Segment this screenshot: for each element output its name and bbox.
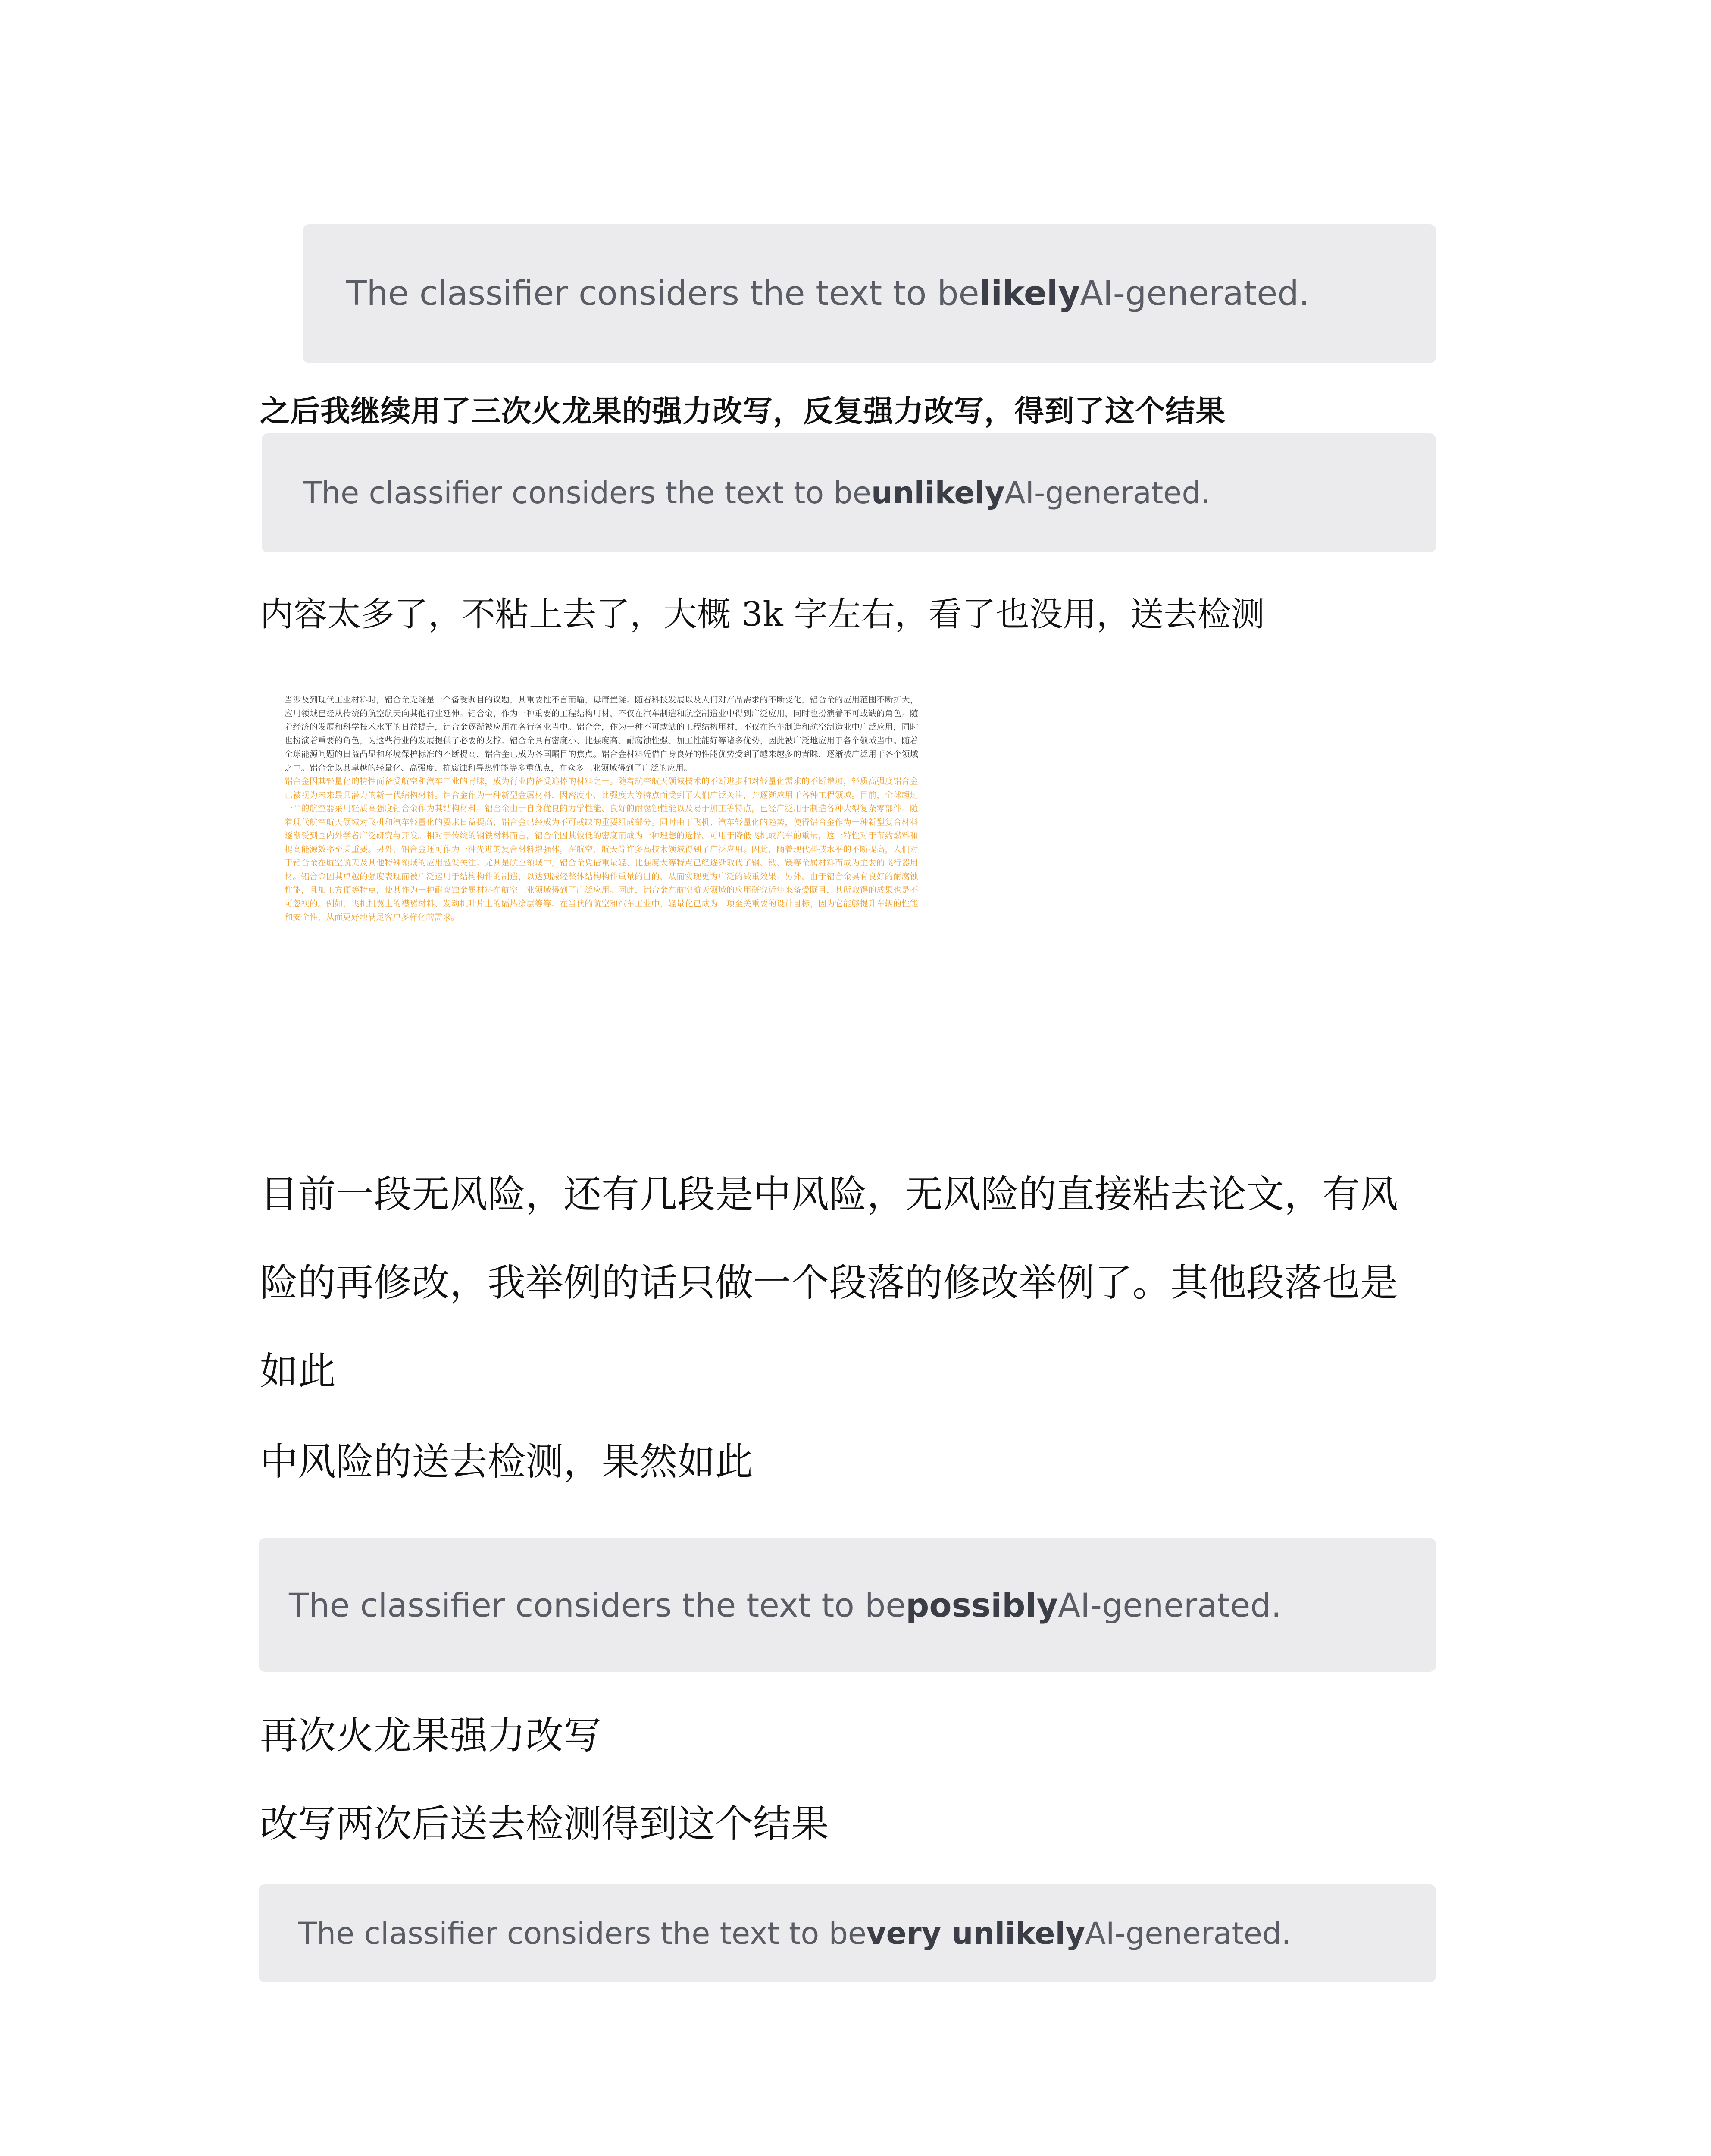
highlighted-risk-text: 铝合金因其轻量化的特性而备受航空和汽车工业的青睐，成为行业内备受追捧的材料之一。随着航空航天领域技术的不断进步和对轻量化需求的不断增加，轻质高强度铝合金已被视为未来最具潜力的新一代结构材料。铝合金作为一种新型金属材料，因密度小、比强度大等特点而受到了人们广泛关注，并逐渐应用于各种工程领域。目前，全球超过一半的航空器采用轻质高强度铝合金作为其结构材料。铝合金由于自身优良的力学性能、良好的耐腐蚀性能以及易于加工等特点，已经广泛用于制造各种大型复杂零部件。随着现代航空航天领域对飞机和汽车轻量化的要求日益提高，铝合金已经成为不可或缺的重要组成部分。同时由于飞机、汽车轻量化的趋势，使得铝合金作为一种新型复合材料逐渐受到国内外学者广泛研究与开发。相对于传统的钢铁材料而言，铝合金因其较低的密度而成为一种理想的选择，可用于降低飞机或汽车的重量，这一特性对于节约燃料和提高能源效率至关重要。另外，铝合金还可作为一种先进的复合材料增强体，在航空、航天等许多高技术领域得到了广泛应用。因此，随着现代科技水平的不断提高，人们对于铝合金在航空航天及其他特殊领域的应用越发关注。尤其是航空领域中，铝合金凭借重量轻、比强度大等特点已经逐渐取代了钢、钛、镁等金属材料而成为主要的飞行器用材。铝合金因其卓越的强度表现而被广泛运用于结构构件的制造，以达到减轻整体结构构件重量的目的，从而实现更为广泛的减重效果。另外，由于铝合金具有良好的耐腐蚀性能，且加工方便等特点，使其作为一种耐腐蚀金属材料在航空工业领域得到了广泛应用。因此，铝合金在航空航天领域的应用研究近年来备受瞩目，其所取得的成果也是不可忽视的。例如，飞机机翼上的襟翼材料、发动机叶片上的隔热涂层等等。在当代的航空和汽车工业中，轻量化已成为一项至关重要的设计目标，因为它能够提升车辆的性能和安全性，从而更好地满足客户多样化的需求。 xyxy=(285,777,918,922)
result-suffix: AI-generated. xyxy=(1080,274,1310,313)
result-prefix: The classifier considers the text to be xyxy=(346,274,979,313)
classifier-result-possibly xyxy=(259,1538,1436,1672)
paragraph-risk-line-2: 险的再修改，我举例的话只做一个段落的修改举例了。其他段落也是 xyxy=(260,1260,1398,1305)
result-suffix: AI-generated. xyxy=(1004,475,1211,511)
result-prefix: The classifier considers the text to be xyxy=(289,1586,906,1624)
result-verdict: very unlikely xyxy=(866,1915,1085,1951)
paragraph-rewrite-again: 再次火龙果强力改写 xyxy=(260,1713,602,1758)
paragraph-rewrite-three-times: 之后我继续用了三次火龙果的强力改写，反复强力改写，得到了这个结果 xyxy=(260,394,1226,429)
paragraph-risk-line-3: 如此 xyxy=(260,1349,336,1393)
result-suffix: AI-generated. xyxy=(1085,1915,1291,1951)
classifier-result-unlikely xyxy=(262,433,1436,552)
rewritten-text-screenshot xyxy=(285,693,918,1133)
result-prefix: The classifier considers the text to be xyxy=(298,1915,867,1951)
paragraph-content-too-long: 内容太多了，不粘上去了，大概 3k 字左右，看了也没用，送去检测 xyxy=(260,595,1265,634)
classifier-result-likely xyxy=(303,224,1436,363)
result-verdict: possibly xyxy=(905,1586,1058,1624)
result-suffix: AI-generated. xyxy=(1058,1586,1282,1624)
classifier-result-very-unlikely xyxy=(259,1884,1436,1982)
result-prefix: The classifier considers the text to be xyxy=(303,475,872,511)
paragraph-risk-line-1: 目前一段无风险，还有几段是中风险，无风险的直接粘去论文，有风 xyxy=(260,1172,1398,1216)
paragraph-medium-risk: 中风险的送去检测，果然如此 xyxy=(260,1439,754,1484)
result-verdict: likely xyxy=(979,274,1080,313)
result-verdict: unlikely xyxy=(871,475,1005,511)
paragraph-rewrite-twice: 改写两次后送去检测得到这个结果 xyxy=(260,1802,829,1846)
unchanged-text: 当涉及到现代工业材料时，铝合金无疑是一个备受瞩目的议题，其重要性不言而喻，毋庸置疑。随着科技发展以及人们对产品需求的不断变化，铝合金的应用范围不断扩大，应用领域已经从传统的航空航天向其他行业延伸。铝合金，作为一种重要的工程结构用材，不仅在汽车制造和航空制造业中得到广泛应用，同时也扮演着不可或缺的角色。随着经济的发展和科学技术水平的日益提升，铝合金逐渐被应用在各行各业当中。铝合金，作为一种不可或缺的工程结构用材，不仅在汽车制造和航空制造业中广泛应用，同时也扮演着重要的角色，为这些行业的发展提供了必要的支撑。铝合金具有密度小、比强度高、耐腐蚀性强、加工性能好等诸多优势，因此被广泛地应用于各个领域当中。随着全球能源问题的日益凸显和环境保护标准的不断提高，铝合金已成为各国瞩目的焦点。铝合金材料凭借自身良好的性能优势受到了越来越多的青睐，逐渐被广泛用于各个领域之中。铝合金以其卓越的轻量化、高强度、抗腐蚀和导热性能等多重优点，在众多工业领域得到了广泛的应用。 xyxy=(285,695,918,773)
